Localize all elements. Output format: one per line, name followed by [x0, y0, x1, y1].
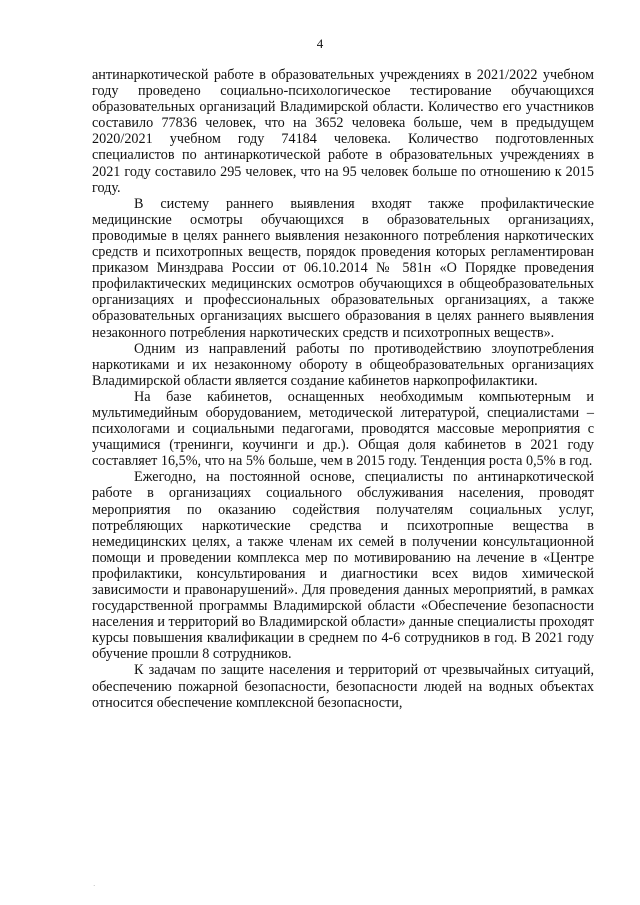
paragraph-6: К задачам по защите населения и территорий от чрезвычайных ситуаций, обеспечению пожарной безопасности, безопасности людей на водных объектах относится обеспечение комплексной безопасности,	[92, 662, 594, 711]
paragraph-2: В систему раннего выявления входят также профилактические медицинские осмотры обучающихся в образовательных организациях, проводимые в целях раннего выявления незаконного потребления наркотических средств и психотропных веществ, порядок проведения которых регламентирован приказом Минздрава России от 06.10.2014 № 581н «О Порядке проведения профилактических медицинских осмотров обучающихся в общеобразовательных организациях и профессиональных образовательных организациях, а также образовательных организациях высшего образования в целях раннего выявления незаконного потребления наркотических средств и психотропных веществ».	[92, 195, 594, 341]
paragraph-4: На базе кабинетов, оснащенных необходимым компьютерным и мультимедийным оборудованием, методической литературой, специалистами – психологами и социальными педагогами, проводятся массовые мероприятия с учащимися (тренинги, коучинги и др.). Общая доля кабинетов в 2021 году составляет 16,5%, что на 5% больше, чем в 2015 году. Тенденция роста 0,5% в год.	[92, 388, 594, 470]
paragraph-1: антинаркотической работе в образовательных учреждениях в 2021/2022 учебном году проведено социально-психологическое тестирование обучающихся образовательных организаций Владимирской области. Количество его участников составило 77836 человек, что на 3652 человека больше, чем в предыдущем 2020/2021 учебном году 74184 человека. Количество подготовленных специалистов по антинаркотической работе в образовательных учреждениях в 2021 году составило 295 человек, что на 95 человек больше по отношению к 2015 году.	[92, 67, 594, 196]
page-number: 4	[316, 36, 324, 51]
paragraph-5: Ежегодно, на постоянной основе, специалисты по антинаркотической работе в организациях социального обслуживания населения, проводят мероприятия по оказанию содействия получателям социальных услуг, потребляющих наркотические средства и психотропные вещества в немедицинских целях, а также членам их семей в получении консультационной помощи и проведении комплекса мер по мотивированию на лечение в «Центре профилактики, консультирования и диагностики всех видов химической зависимости и правонарушений». Для проведения данных мероприятий, в рамках государственной программы Владимирской области «Обеспечение безопасности населения и территорий во Владимирской области» данные специалисты проходят курсы повышения квалификации в среднем по 4-6 сотрудников в год. В 2021 году обучение прошли 8 сотрудников.	[92, 469, 594, 663]
scan-mark: ·	[93, 882, 96, 890]
paragraph-3: Одним из направлений работы по противодействию злоупотребления наркотиками и их незаконному обороту в общеобразовательных организациях Владимирской области является создание кабинетов наркопрофилактики.	[92, 340, 594, 389]
body-text	[92, 67, 594, 711]
